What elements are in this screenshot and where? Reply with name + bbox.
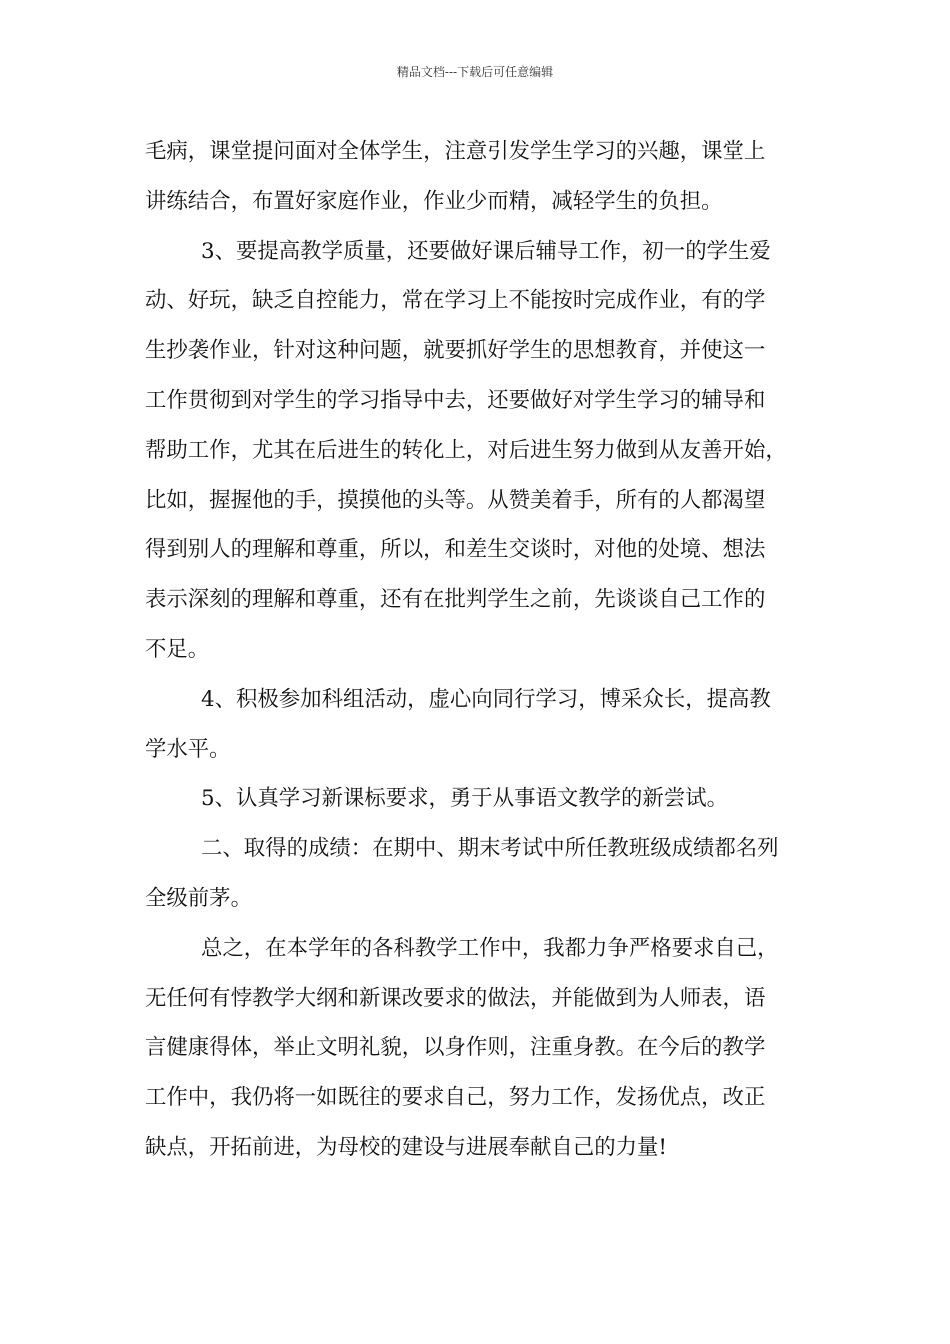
text-line: 不足。 [145, 636, 210, 662]
text-line: 无任何有悖教学大纲和新课改要求的做法，并能做到为人师表，语 [145, 985, 766, 1011]
text-line: 帮助工作，尤其在后进生的转化上，对后进生努力做到从友善开始， [145, 437, 787, 463]
text-line: 3、要提高教学质量，还要做好课后辅导工作，初一的学生爱 [201, 238, 771, 264]
text-line: 总之，在本学年的各科教学工作中，我都力争严格要求自己， [201, 935, 779, 961]
text-line: 工作贯彻到对学生的学习指导中去，还要做好对学生学习的辅导和 [145, 387, 766, 413]
text-line: 缺点，开拓前进，为母校的建设与进展奉献自己的力量! [145, 1134, 667, 1160]
text-line: 二、取得的成绩：在期中、期末考试中所任教班级成绩都名列 [201, 836, 779, 862]
text-line: 动、好玩，缺乏自控能力，常在学习上不能按时完成作业，有的学 [145, 288, 766, 314]
text-line: 比如，握握他的手，摸摸他的头等。从赞美着手，所有的人都渴望 [145, 487, 766, 513]
text-line: 讲练结合，布置好家庭作业，作业少而精，减轻学生的负担。 [145, 188, 723, 214]
text-line: 言健康得体，举止文明礼貌，以身作则，注重身教。在今后的教学 [145, 1035, 766, 1061]
text-line: 生抄袭作业，针对这种问题，就要抓好学生的思想教育，并使这一 [145, 338, 766, 364]
text-line: 毛病，课堂提问面对全体学生，注意引发学生学习的兴趣，课堂上 [145, 139, 766, 164]
page-header: 精品文档---下载后可任意编辑 [396, 65, 554, 79]
text-line: 学水平。 [145, 736, 231, 762]
text-line: 得到别人的理解和尊重，所以，和差生交谈时，对他的处境、想法 [145, 537, 766, 563]
text-line: 工作中，我仍将一如既往的要求自己，努力工作，发扬优点，改正 [145, 1085, 766, 1111]
text-line: 表示深刻的理解和尊重，还有在批判学生之前，先谈谈自己工作的 [145, 587, 766, 613]
document-body [145, 127, 835, 1173]
text-line: 5、认真学习新课标要求，勇于从事语文教学的新尝试。 [201, 786, 728, 812]
text-line: 全级前茅。 [145, 885, 252, 911]
text-line: 4、积极参加科组活动，虚心向同行学习，博采众长，提高教 [201, 686, 771, 712]
